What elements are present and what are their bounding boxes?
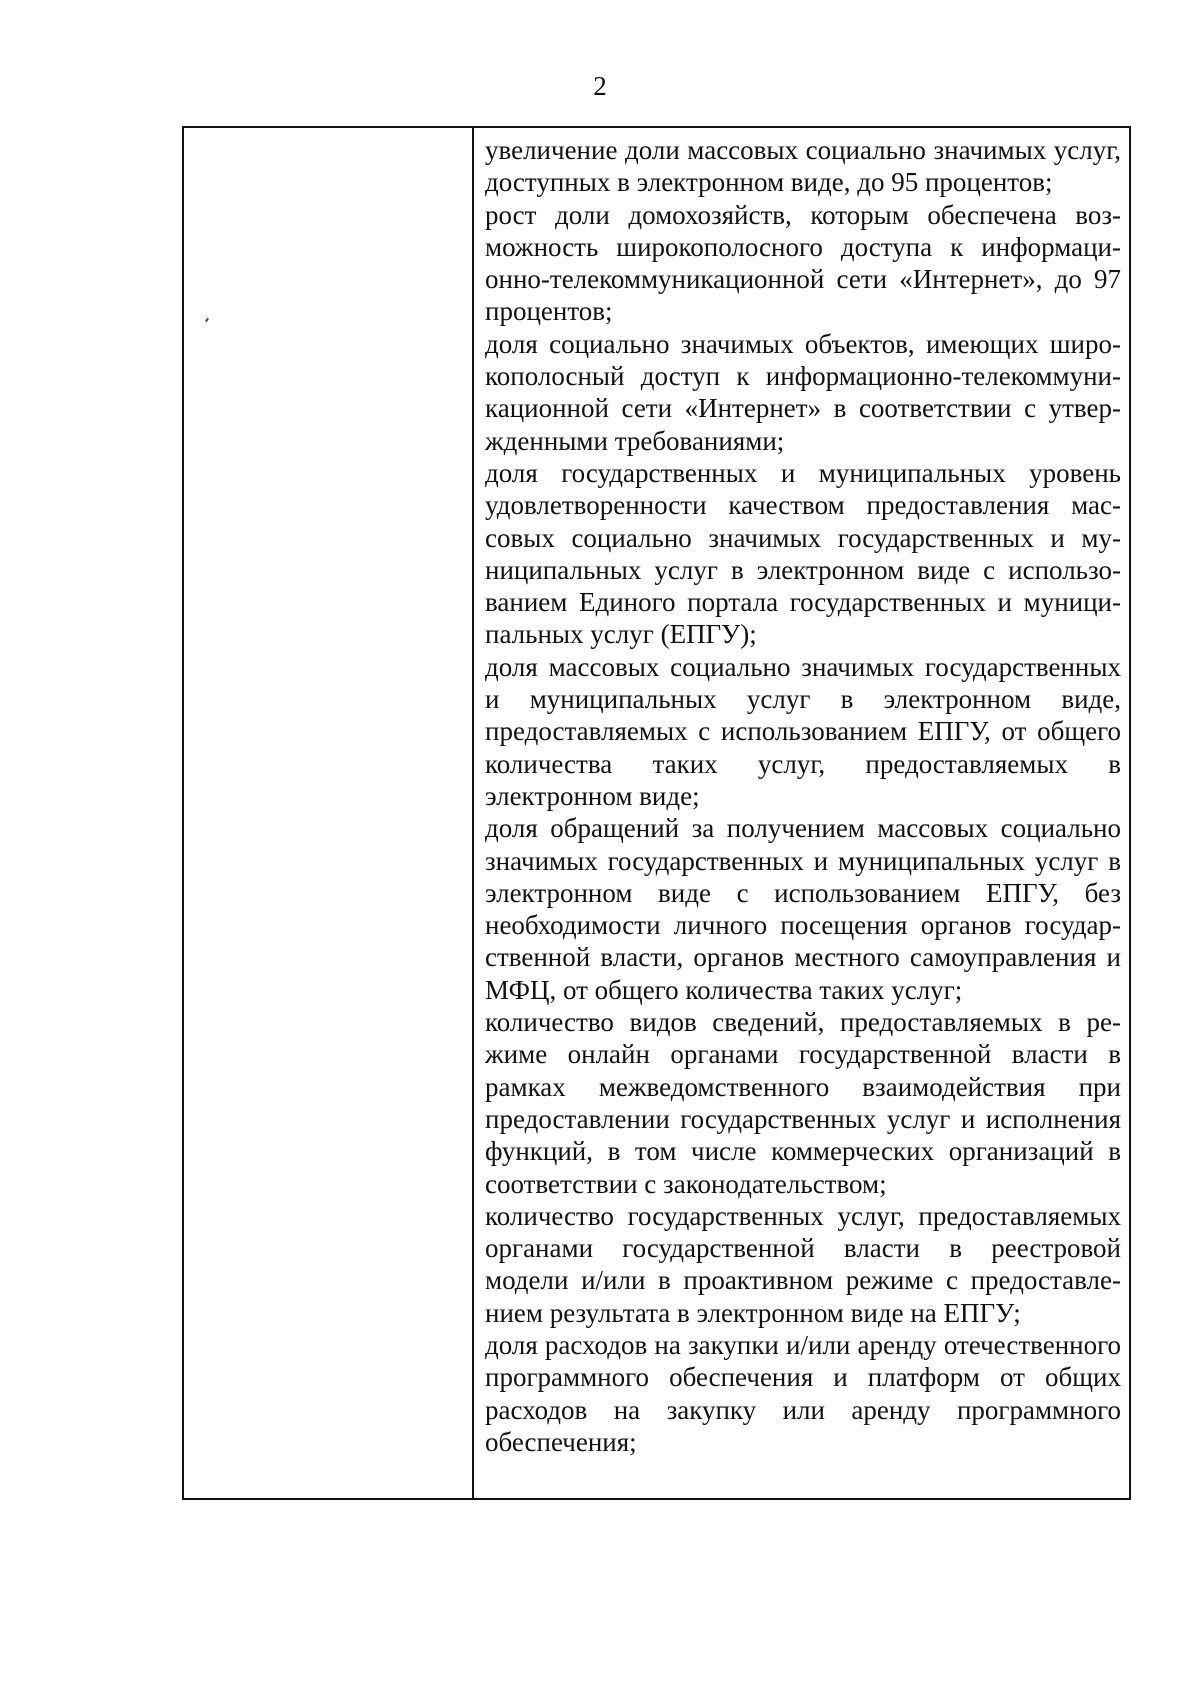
page-number: 2 bbox=[593, 71, 607, 101]
indicator-item: доля социально значимых объектов, имеющих широкополосный доступ к информационно-телекоммуникационной сети «Интернет» в соответствии с утвержденными требованиями; bbox=[485, 328, 1121, 456]
indicator-item: количество видов сведений, предоставляемых в режиме онлайн органами государственной власти в рамках межведомственного взаимодействия при предоставлении государственных услуг и исполнения функций, в том числе коммерческих организаций в соответствии с законодательством; bbox=[485, 1007, 1121, 1199]
indicator-item: доля массовых социально значимых государственных и муниципальных услуг в электронном виде, предоставляемых с использованием ЕПГУ, от общего количества таких услуг, предоставляемых в электронном виде; bbox=[485, 651, 1121, 811]
indicator-item: количество государственных услуг, предоставляемых органами государственной власти в реестровой модели и/или в проактивном режиме с предоставлением результата в электронном виде на ЕПГУ; bbox=[485, 1200, 1121, 1328]
indicator-item: доля государственных и муниципальных уровень удовлетворенности качеством предоставления массовых социально значимых государственных и муниципальных услуг в электронном виде с использованием Единого портала государственных и муниципальных услуг (ЕПГУ); bbox=[485, 457, 1121, 650]
stray-mark bbox=[205, 318, 209, 322]
indicator-item: увеличение доли массовых социально значимых услуг, доступных в электронном виде, до 95 процентов; bbox=[485, 135, 1121, 198]
indicator-item: рост доли домохозяйств, которым обеспечена возможность широкополосного доступа к информационно-телекоммуникационной сети «Интернет», до 97 процентов; bbox=[485, 199, 1121, 327]
table-left-cell bbox=[184, 128, 474, 1498]
indicator-item: доля расходов на закупки и/или аренду отечественного программного обеспечения и платформ от общих расходов на закупку или аренду программного обеспечения; bbox=[485, 1329, 1121, 1457]
indicators-table bbox=[182, 126, 1131, 1500]
table-right-cell bbox=[474, 128, 1129, 1498]
indicator-item: доля обращений за получением массовых социально значимых государственных и муниципальных услуг в электронном виде с использованием ЕПГУ, без необходимости личного посещения органов государственной власти, органов местного самоуправления и МФЦ, от общего количества таких услуг; bbox=[485, 813, 1121, 1005]
